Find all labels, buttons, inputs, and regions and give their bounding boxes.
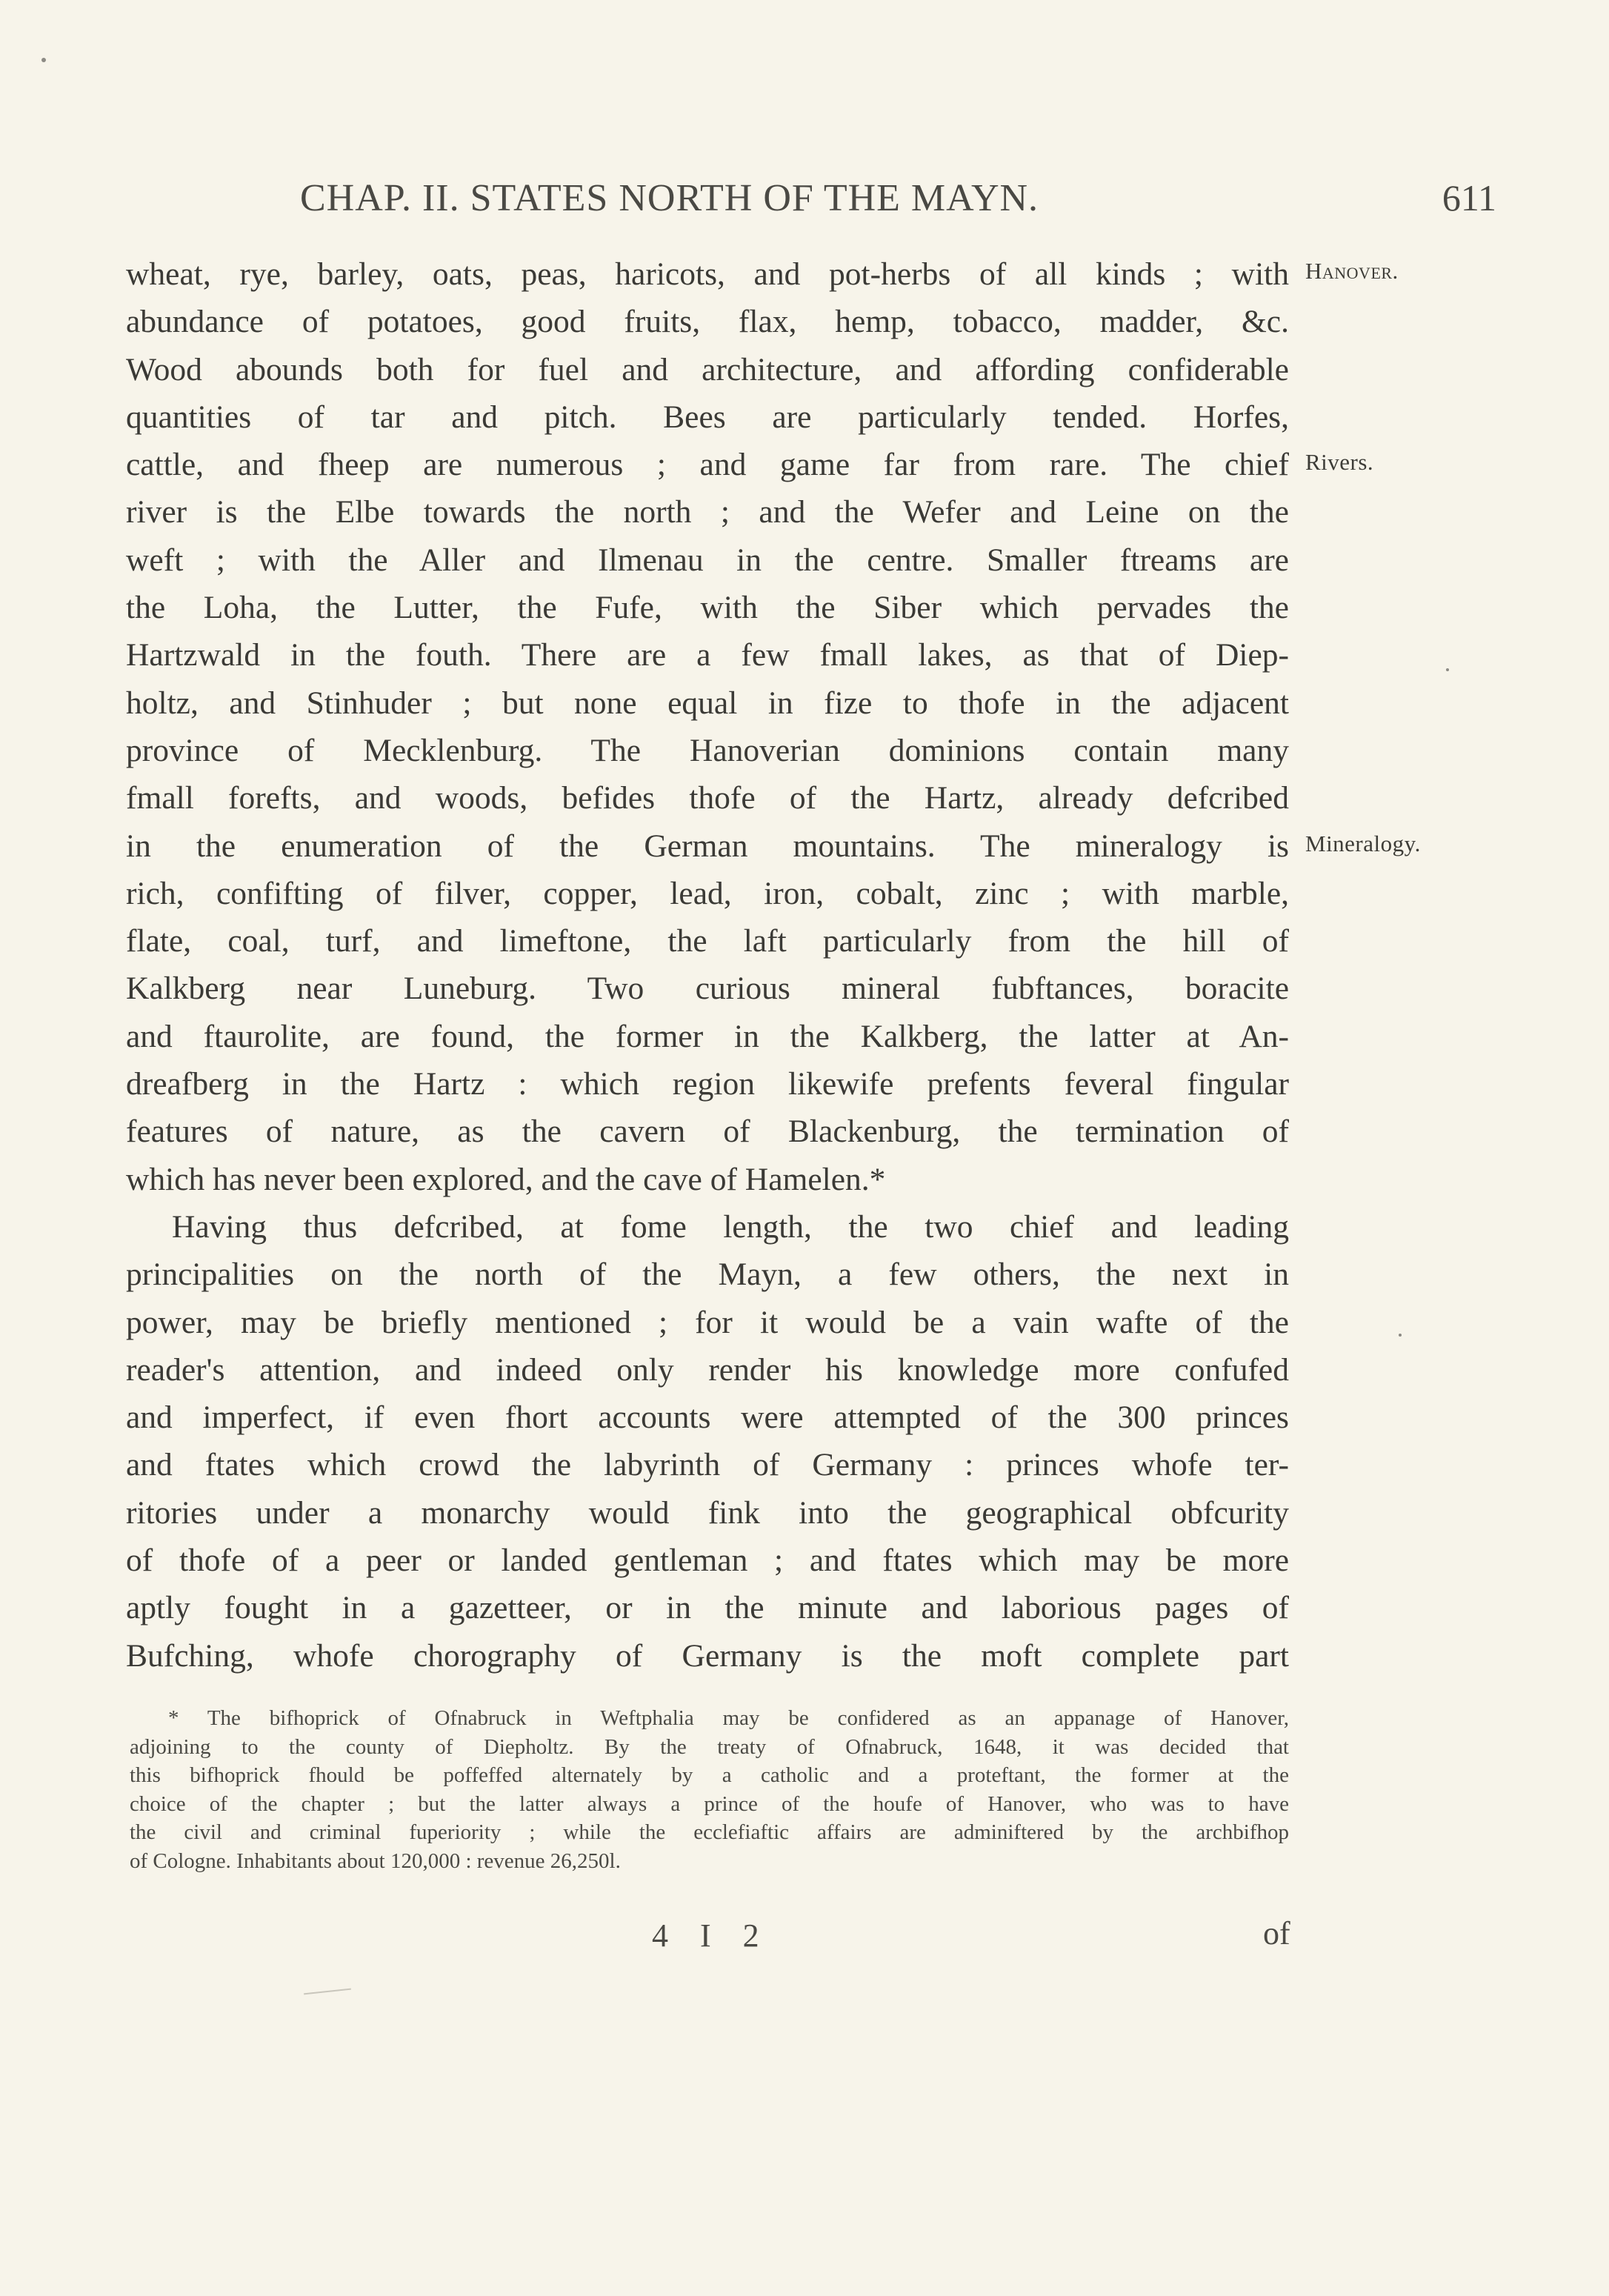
body-line: dreafberg in the Hartz : which region likewife prefents feveral fingular [126,1066,1289,1102]
body-line: and imperfect, if even fhort accounts were attempted of the 300 princes [126,1400,1289,1436]
body-line: of thofe of a peer or landed gentleman ; and ftates which may be more [126,1543,1289,1579]
body-line: flate, coal, turf, and limeftone, the laft particularly from the hill of [126,923,1289,959]
body-line: aptly fought in a gazetteer, or in the minute and laborious pages of [126,1590,1289,1626]
ink-speck [1399,1334,1402,1337]
body-line: in the enumeration of the German mountains. The mineralogy is [126,828,1289,864]
ink-speck [1446,668,1449,671]
footnote-line: the civil and criminal fuperiority ; while the ecclefiaftic affairs are adminiftered by the archbifhop [130,1820,1289,1845]
catchword: of [1263,1915,1290,1951]
body-line: Kalkberg near Luneburg. Two curious mineral fubftances, boracite [126,971,1289,1007]
body-line: Having thus defcribed, at fome length, the two chief and leading [172,1208,1289,1245]
body-line: which has never been explored, and the cave of Hamelen.* [126,1161,886,1197]
body-line: principalities on the north of the Mayn, a few others, the next in [126,1257,1289,1293]
footnote-line: adjoining to the county of Diepholtz. By the treaty of Ofnabruck, 1648, it was decided that [130,1734,1289,1759]
body-line: and ftaurolite, are found, the former in the Kalkberg, the latter at An- [126,1018,1289,1054]
body-line: wheat, rye, barley, oats, peas, haricots, and pot-herbs of all kinds ; with [126,256,1289,292]
footnote-line: choice of the chapter ; but the latter always a prince of the houfe of Hanover, who was to have [130,1791,1289,1816]
body-line: province of Mecklenburg. The Hanoverian dominions contain many [126,732,1289,768]
body-line: Hartzwald in the fouth. There are a few fmall lakes, as that of Diep- [126,637,1289,673]
body-line: the Loha, the Lutter, the Fufe, with the Siber which pervades the [126,590,1289,626]
page-number: 611 [1442,177,1496,219]
body-line: river is the Elbe towards the north ; and the Wefer and Leine on the [126,494,1289,530]
body-line: reader's attention, and indeed only render his knowledge more confufed [126,1351,1289,1388]
body-line: features of nature, as the cavern of Blackenburg, the termination of [126,1114,1289,1150]
body-line: ritories under a monarchy would fink into the geographical obfcurity [126,1494,1289,1531]
body-line: weft ; with the Aller and Ilmenau in the centre. Smaller ftreams are [126,542,1289,578]
footnote-line: * The bifhoprick of Ofnabruck in Weftphalia may be confidered as an appanage of Hanover, [168,1706,1289,1730]
footnote [130,1704,1289,1876]
running-head [119,176,1496,228]
body-line: cattle, and fheep are numerous ; and game far from rare. The chief [126,447,1289,483]
body-line: power, may be briefly mentioned ; for it would be a vain wafte of the [126,1304,1289,1340]
footnote-line: of Cologne. Inhabitants about 120,000 : revenue 26,250l. [130,1849,621,1873]
margin-note-mineralogy: Mineralogy. [1305,831,1421,856]
margin-note-rivers: Rivers. [1305,449,1374,475]
body-line: abundance of potatoes, good fruits, flax, hemp, tobacco, madder, &c. [126,304,1289,340]
stray-mark [304,1989,351,1995]
body-line: holtz, and Stinhuder ; but none equal in fize to thofe in the adjacent [126,685,1289,721]
body-line: quantities of tar and pitch. Bees are particularly tended. Horfes, [126,399,1289,435]
signature-mark: 4 I 2 [652,1917,771,1954]
margin-note-hanover: Hanover. [1305,258,1399,284]
body-text [126,250,1289,1680]
ink-speck [41,58,46,62]
body-line: rich, confifting of filver, copper, lead, iron, cobalt, zinc ; with marble, [126,875,1289,911]
body-line: Bufching, whofe chorography of Germany is the moft complete part [126,1637,1289,1674]
running-title: CHAP. II. STATES NORTH OF THE MAYN. [300,177,1039,219]
body-line: and ftates which crowd the labyrinth of Germany : princes whofe ter- [126,1447,1289,1483]
body-line: fmall forefts, and woods, befides thofe of the Hartz, already defcribed [126,780,1289,816]
footnote-line: this bifhoprick fhould be poffeffed alternately by a catholic and a proteftant, the former at the [130,1763,1289,1788]
body-line: Wood abounds both for fuel and architecture, and affording confiderable [126,351,1289,387]
